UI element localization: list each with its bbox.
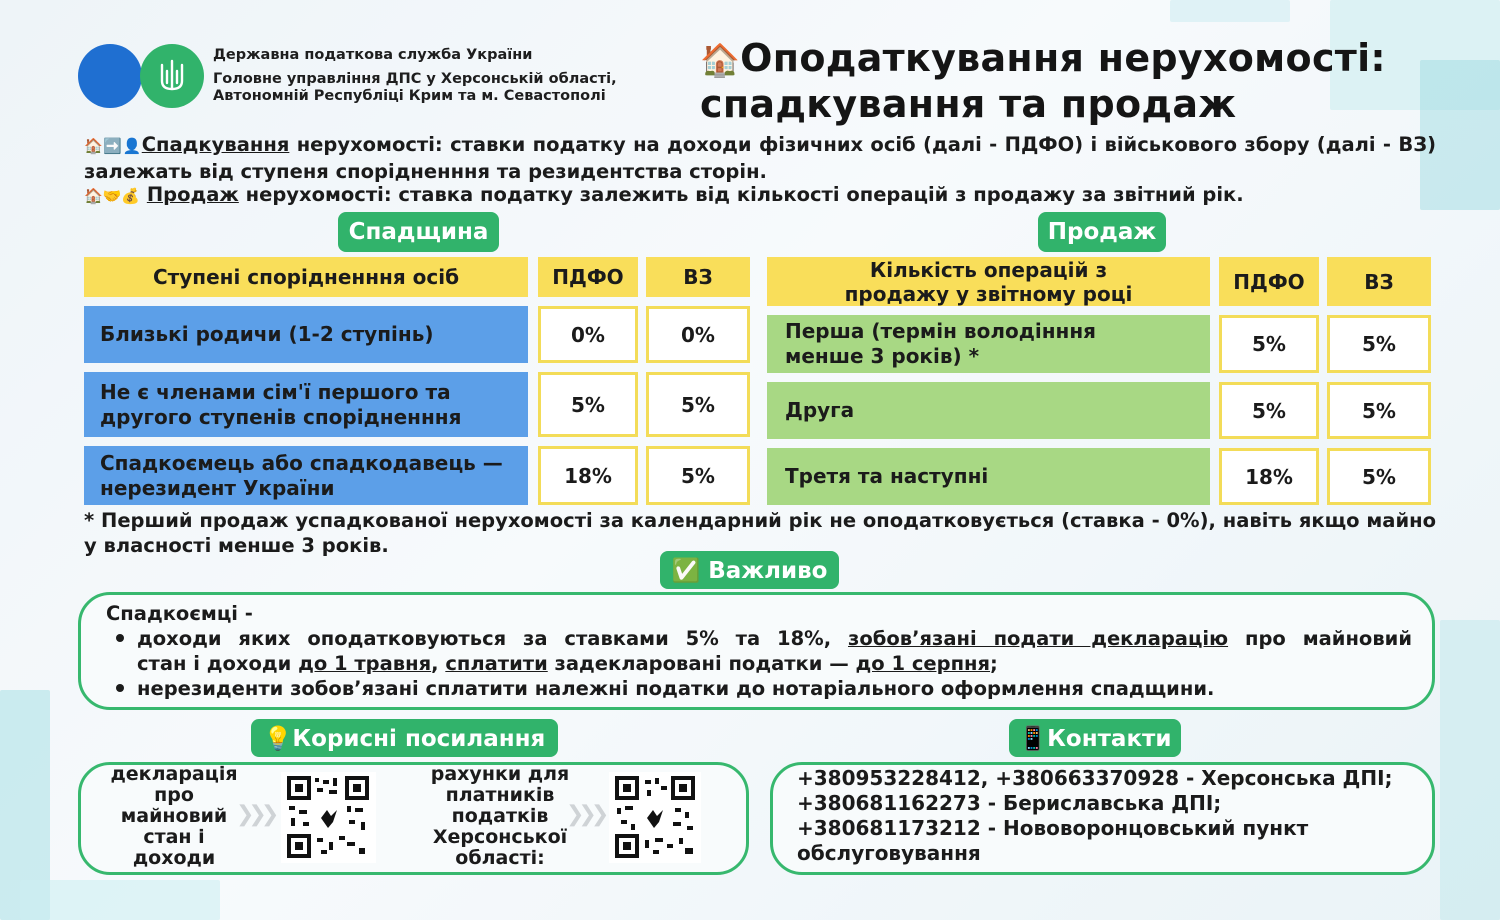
sale-icon: 🏠🤝💰 [84, 187, 141, 205]
title-line-1: Оподаткування нерухомості: [740, 36, 1386, 80]
label-line: доходи [132, 847, 216, 869]
decor-square [1440, 620, 1500, 920]
sale-header-operations: Кількість операцій з продажу у звітному році [767, 257, 1210, 306]
label-line: Херсонської [432, 826, 568, 848]
decor-square [20, 880, 220, 920]
contact-line: обслуговування [797, 841, 981, 865]
trident-icon [159, 59, 185, 93]
logo-blue-circle [78, 44, 142, 108]
inherit-text: нерухомості: ставки податку на доходи фізичних осіб (далі - ПДФО) і військового збору (далі - ВЗ) залежать від ступеня спорідненння та резидентства сторін. [84, 133, 1436, 183]
inherit-word: Спадкування [141, 133, 290, 156]
intro-inheritance [84, 132, 1436, 184]
sale-text: нерухомості: ставка податку залежить від кількості операцій з продажу за звітний рік. [238, 183, 1244, 206]
intro-sale [84, 182, 1436, 209]
sale-row-pdfo: 18% [1219, 448, 1319, 505]
qr-code-accounts[interactable] [609, 772, 701, 863]
inheritance-header-vz: ВЗ [646, 257, 750, 297]
inheritance-row-pdfo: 0% [538, 306, 638, 363]
page-subtitle: спадкування та продаж [700, 82, 1237, 126]
declaration-link-label[interactable] [100, 764, 248, 869]
inheritance-header-degree: Ступені спорідненння осіб [84, 257, 528, 297]
sale-row-name: Третя та наступні [767, 448, 1210, 505]
bullet-dot [116, 684, 124, 692]
inheritance-row-name: Не є членами сім'ї першого та другого ступенів спорідненння [84, 372, 528, 437]
b1-may: до 1 травня [298, 652, 432, 675]
label-line: майновий [120, 805, 228, 827]
contacts-label: 📱Контакти [1009, 719, 1181, 757]
qr-icon [609, 772, 701, 863]
important-heirs: Спадкоємці - [106, 602, 253, 625]
b1-pay: сплатити [445, 652, 548, 675]
footnote: * Перший продаж успадкованої нерухомості за календарний рік не оподатковується (ставка - 0%), навіть якщо майно у власності менше 3 років. [84, 509, 1436, 557]
b1-part-f: ; [990, 652, 998, 675]
b1-part-c: стан і доходи [137, 652, 299, 675]
logo-green-circle [140, 44, 204, 108]
important-bullet-2: нерезиденти зобов’язані сплатити належні податки до нотаріального оформлення спадщини. [137, 677, 1215, 700]
b1-part-a: доходи яких оподатковуються за ставками 5% та 18%, [137, 627, 849, 650]
accounts-link-label[interactable] [418, 764, 582, 869]
chevrons-icon: ❯❯❯ [566, 802, 604, 827]
b1-part-e: задекларовані податки — [547, 652, 856, 675]
sale-word: Продаж [146, 183, 239, 206]
contact-line[interactable]: +380681162273 - Бериславська ДПІ; [797, 791, 1222, 815]
sale-header-vz: ВЗ [1327, 257, 1431, 306]
sale-row-vz: 5% [1327, 448, 1431, 505]
org-department: Головне управління ДПС у Херсонській області, [213, 71, 617, 87]
inheritance-row-vz: 5% [646, 446, 750, 505]
page-title [700, 36, 1386, 80]
links-label: 💡Корисні посилання [251, 719, 558, 757]
label-line: рахунки для [430, 763, 570, 785]
label-line: стан і [143, 826, 205, 848]
inheritance-header-pdfo: ПДФО [538, 257, 638, 297]
important-bullet-1-cont [137, 651, 998, 676]
label-line: декларація [110, 763, 238, 785]
inheritance-row-pdfo: 5% [538, 372, 638, 437]
contact-line[interactable]: +380681173212 - Нововоронцовський пункт [797, 816, 1309, 840]
label-line: області: [455, 847, 545, 869]
sale-label: Продаж [1038, 212, 1166, 252]
b1-part-b: про майновий [1228, 627, 1412, 650]
inheritance-row-vz: 0% [646, 306, 750, 363]
sale-row-vz: 5% [1327, 315, 1431, 373]
label-line: податків [451, 805, 549, 827]
bullet-dot [116, 634, 124, 642]
inheritance-row-vz: 5% [646, 372, 750, 437]
inherit-icon: 🏠➡️👤 [84, 137, 142, 155]
chevrons-icon: ❯❯❯ [236, 802, 274, 827]
sale-row-name: Перша (термін володінння менше 3 років) * [767, 315, 1210, 373]
important-label: ✅ Важливо [660, 551, 839, 589]
b1-declaration: зобов’язані подати декларацію [848, 627, 1229, 650]
inheritance-label: Спадщина [338, 212, 499, 252]
inheritance-row-name: Близькі родичи (1-2 ступінь) [84, 306, 528, 363]
qr-code-declaration[interactable] [281, 772, 376, 863]
label-line: про [154, 784, 194, 806]
sale-row-pdfo: 5% [1219, 315, 1319, 373]
house-icon: 🏠 [700, 41, 741, 79]
sale-row-name: Друга [767, 382, 1210, 439]
b1-part-d: , [431, 652, 446, 675]
qr-icon [281, 772, 376, 863]
sale-header-pdfo: ПДФО [1219, 257, 1319, 306]
org-name: Державна податкова служба України [213, 47, 533, 63]
org-region: Автономній Республіці Крим та м. Севастополі [213, 88, 606, 104]
b1-august: до 1 серпня [855, 652, 991, 675]
sale-row-vz: 5% [1327, 382, 1431, 439]
label-line: платників [445, 784, 555, 806]
contact-line[interactable]: +380953228412, +380663370928 - Херсонська ДПІ; [797, 766, 1393, 790]
sale-row-pdfo: 5% [1219, 382, 1319, 439]
inheritance-row-name: Спадкоємець або спадкодавець — нерезидент України [84, 446, 528, 505]
decor-square [1170, 0, 1290, 22]
inheritance-row-pdfo: 18% [538, 446, 638, 505]
important-bullet-1 [137, 626, 1412, 651]
